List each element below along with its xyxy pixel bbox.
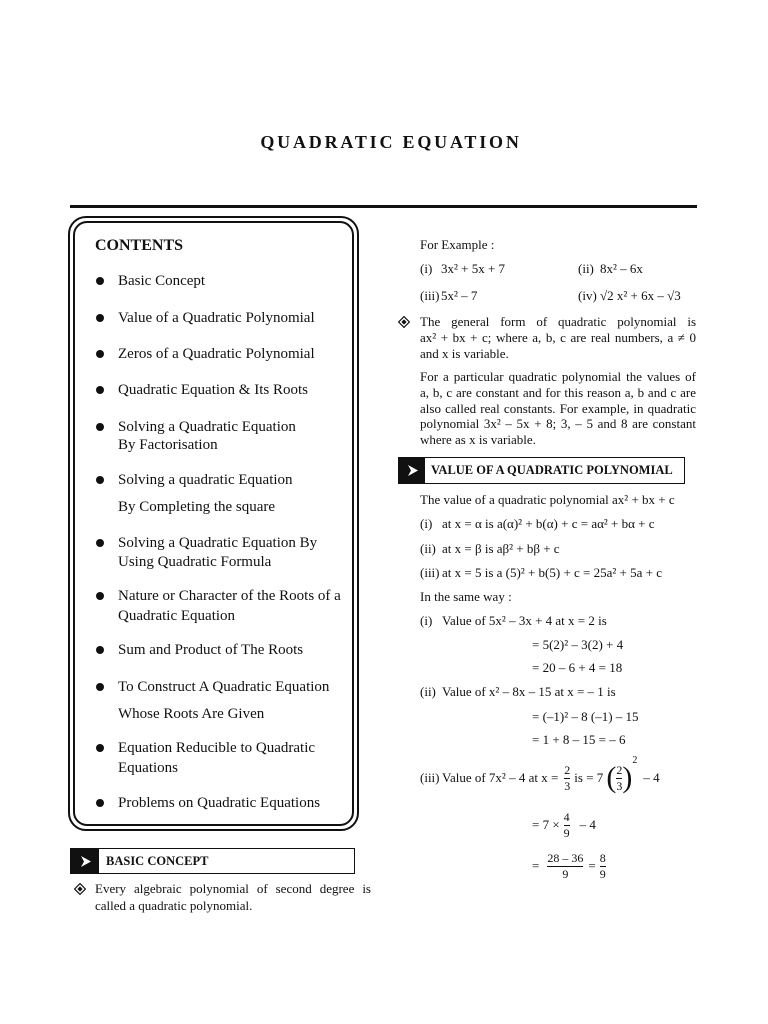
- step-lead: = 7 ×: [532, 817, 560, 832]
- fraction-numerator: 4: [563, 809, 570, 824]
- worked-example-step: = 1 + 8 – 15 = – 6: [532, 732, 626, 747]
- fraction-numerator: 28 – 36: [547, 850, 584, 865]
- contents-item-label: Solving a quadratic Equation: [118, 472, 293, 488]
- contents-item-label-line2: Whose Roots Are Given: [118, 706, 265, 722]
- page-title: QUADRATIC EQUATION: [260, 132, 522, 152]
- section-header-value: [398, 457, 685, 484]
- contents-item-label: Solving a Quadratic Equation: [118, 419, 296, 435]
- example-expression: √2 x² + 6x – √3: [600, 288, 681, 303]
- example-number: (i): [420, 261, 433, 276]
- section-header-basic-concept: [70, 848, 355, 874]
- step-tail: – 4: [579, 817, 596, 832]
- diamond-bullet-icon: [398, 316, 410, 328]
- worked-example-statement: Value of 7x² – 4 at x =: [442, 770, 559, 785]
- fraction-numerator: 8: [599, 850, 606, 865]
- example-expression: 3x² + 5x + 7: [441, 261, 506, 276]
- worked-example-statement: Value of 5x² – 3x + 4 at x = 2 is: [442, 613, 607, 628]
- diamond-bullet-icon: [74, 883, 86, 895]
- case-expression: at x = 5 is a (5)² + b(5) + c = 25a² + 5a + c: [442, 565, 663, 580]
- worked-example-is: is = 7: [574, 770, 604, 785]
- general-form-line: ax² + bx + c; where a, b, c are real numbers, a ≠ 0: [420, 330, 696, 345]
- close-paren: ): [622, 761, 633, 794]
- worked-example-step: [532, 805, 596, 845]
- fraction-denominator: 3: [564, 778, 571, 793]
- worked-example-step: = (–1)² – 8 (–1) – 15: [532, 709, 639, 724]
- example-number: (ii): [578, 261, 594, 276]
- general-form-line: The general form of quadratic polynomial is: [420, 314, 696, 329]
- paragraph-line: polynomial 3x² – 5x + 8; 3, – 5 and 8 are constant: [420, 416, 696, 431]
- contents-item-label: Sum and Product of The Roots: [118, 642, 304, 658]
- worked-example-step: = 20 – 6 + 4 = 18: [532, 660, 623, 675]
- arrow-right-icon: [407, 465, 418, 476]
- contents-heading: CONTENTS: [95, 237, 184, 254]
- worked-example-step: [532, 846, 606, 886]
- bullet-icon: [96, 350, 104, 358]
- worked-example-row: [420, 754, 660, 802]
- worked-example-tail: – 4: [643, 770, 660, 785]
- contents-item-label-line2: Quadratic Equation: [118, 608, 236, 624]
- contents-item-label: Value of a Quadratic Polynomial: [118, 310, 315, 326]
- worked-example-statement: Value of x² – 8x – 15 at x = – 1 is: [442, 684, 616, 699]
- bullet-icon: [96, 386, 104, 394]
- bullet-icon: [96, 683, 104, 691]
- contents-item-label: Solving a Quadratic Equation By: [118, 535, 318, 551]
- case-expression: at x = α is a(α)² + b(α) + c = aα² + bα + c: [442, 516, 655, 531]
- arrow-box: [399, 458, 425, 483]
- bullet-icon: [96, 423, 104, 431]
- fraction: [564, 763, 570, 794]
- contents-item-label: Problems on Quadratic Equations: [118, 795, 321, 811]
- title-rule: [70, 205, 697, 208]
- bullet-icon: [96, 277, 104, 285]
- worked-example-number: (ii): [420, 684, 436, 699]
- example-expression: 5x² – 7: [441, 288, 478, 303]
- case-expression: at x = β is aβ² + bβ + c: [442, 541, 560, 556]
- fraction-denominator: 9: [563, 825, 570, 840]
- examples-label: For Example :: [420, 237, 495, 252]
- bullet-icon: [96, 592, 104, 600]
- definition-line: called a quadratic polynomial.: [95, 898, 253, 913]
- open-paren: (: [606, 761, 617, 794]
- contents-item-label-line2: By Completing the square: [118, 499, 276, 515]
- worked-example-step: = 5(2)² – 3(2) + 4: [532, 637, 624, 652]
- equals-sign: =: [588, 858, 596, 873]
- same-way-label: In the same way :: [420, 589, 512, 604]
- bullet-icon: [96, 539, 104, 547]
- contents-item-label: Equation Reducible to Quadratic: [118, 740, 316, 756]
- bullet-icon: [96, 744, 104, 752]
- example-number: (iv): [578, 288, 597, 303]
- example-number: (iii): [420, 288, 440, 303]
- worked-example-number: (iii): [420, 770, 440, 785]
- contents-item-label: To Construct A Quadratic Equation: [118, 679, 330, 695]
- case-number: (i): [420, 516, 433, 531]
- step-lead: =: [532, 858, 540, 873]
- paragraph-line: where as x is variable.: [420, 432, 536, 447]
- contents-item-label: Nature or Character of the Roots of a: [118, 588, 341, 604]
- fraction: [600, 851, 606, 882]
- section-header-label: BASIC CONCEPT: [106, 853, 209, 868]
- paragraph-line: a, b, c are constant and for this reason a, b and c are: [420, 385, 696, 400]
- case-number: (iii): [420, 565, 440, 580]
- definition-line: Every algebraic polynomial of second degree is: [95, 881, 371, 896]
- value-intro: The value of a quadratic polynomial ax² + bx + c: [420, 492, 675, 507]
- contents-item-label: Basic Concept: [118, 273, 206, 289]
- bullet-icon: [96, 314, 104, 322]
- exponent: 2: [632, 755, 638, 766]
- example-expression: 8x² – 6x: [600, 261, 643, 276]
- paragraph-line: For a particular quadratic polynomial the values of: [420, 369, 696, 384]
- contents-item-label-line2: By Factorisation: [118, 437, 218, 453]
- fraction-numerator: 2: [616, 762, 623, 777]
- contents-item-label: Quadratic Equation & Its Roots: [118, 382, 308, 398]
- arrow-right-icon: [80, 856, 91, 867]
- section-header-label: VALUE OF A QUADRATIC POLYNOMIAL: [431, 463, 673, 477]
- fraction: [547, 851, 583, 882]
- bullet-icon: [96, 646, 104, 654]
- fraction-denominator: 9: [599, 866, 606, 881]
- bullet-icon: [96, 476, 104, 484]
- fraction-numerator: 2: [564, 762, 571, 777]
- bullet-icon: [96, 799, 104, 807]
- fraction-denominator: 3: [616, 778, 623, 793]
- fraction: [564, 810, 570, 841]
- worked-example-number: (i): [420, 613, 433, 628]
- contents-item-label-line2: Using Quadratic Formula: [118, 554, 272, 570]
- fraction-denominator: 9: [547, 866, 583, 882]
- contents-item-label-line2: Equations: [118, 760, 178, 776]
- general-form-line: and x is variable.: [420, 346, 509, 361]
- case-number: (ii): [420, 541, 436, 556]
- contents-item-label: Zeros of a Quadratic Polynomial: [118, 346, 315, 362]
- paragraph-line: also called real constants. For example, in quadratic: [420, 401, 696, 416]
- arrow-box: [71, 849, 99, 873]
